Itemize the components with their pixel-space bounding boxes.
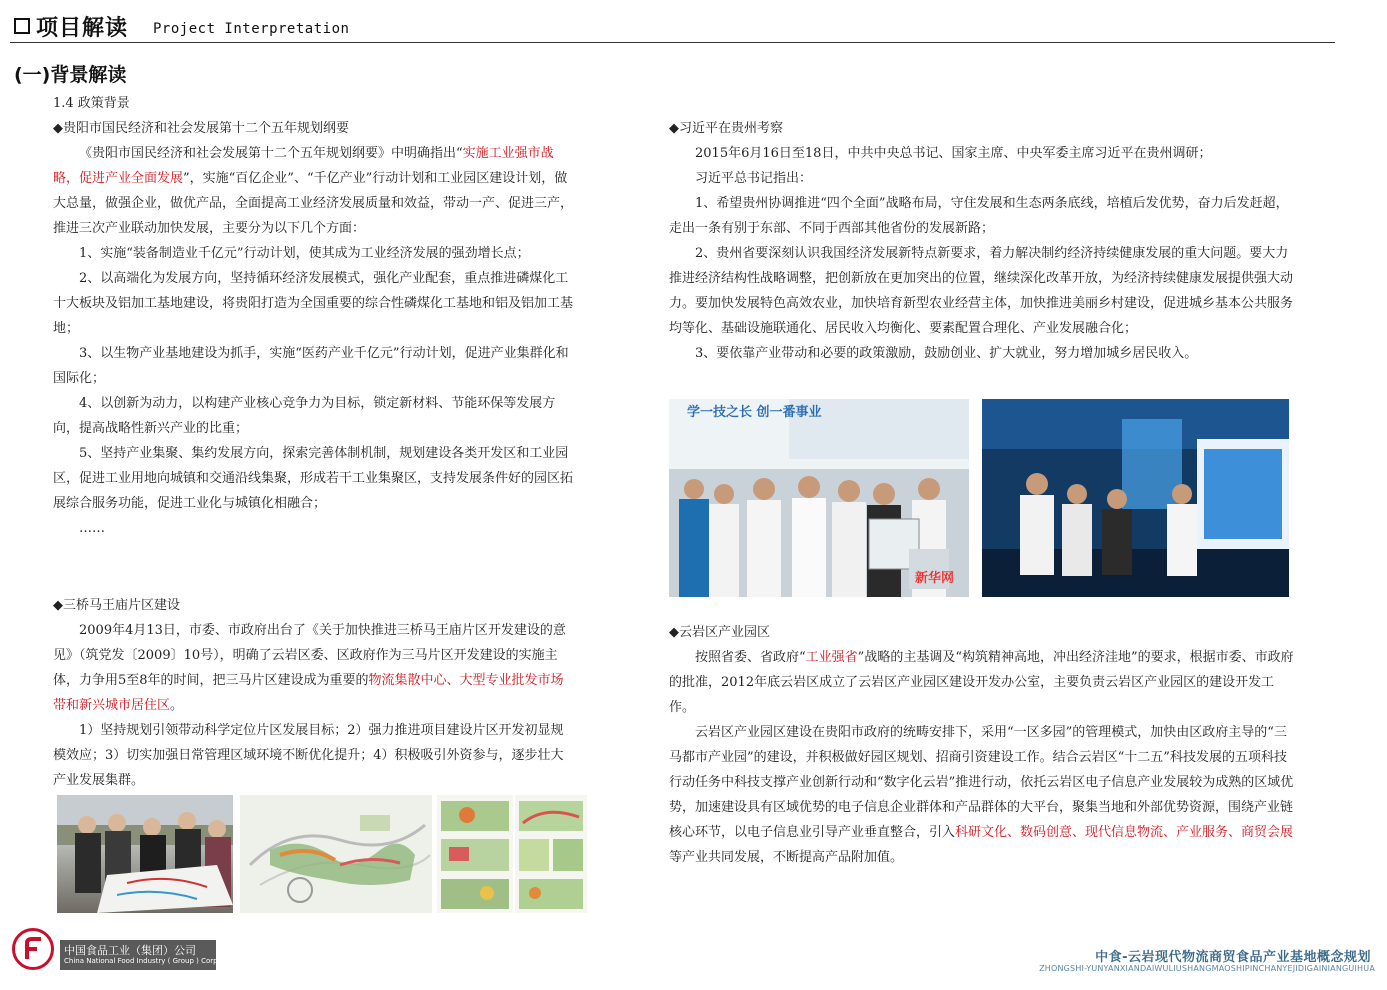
company-name-en: China National Food Industry ( Group ) Corp — [64, 957, 218, 965]
xi-point: 3、要依靠产业带动和必要的政策激励，鼓励创业、扩大就业，努力增加城乡居民收入。 — [695, 346, 1198, 361]
project-name-en: ZHONGSHI-YUNYANXIANDAIWULIUSHANGMAOSHIPINCHANYEJIDIGAINIANGUIHUA — [1039, 964, 1375, 973]
page-subtitle-en: Project Interpretation — [153, 21, 350, 37]
highlight-text: 科研文化、数码创意、现代信息物流、产业服务、商贸会展 — [955, 825, 1294, 840]
policy-subheading: 1.4 政策背景 — [53, 96, 130, 111]
yunyan-heading: ◆云岩区产业园区 — [669, 625, 770, 640]
plan-item: 5、坚持产业集聚、集约发展方向，探索完善体制机制，规划建设各类开发区和工业园区，促进工业用地向城镇和交通沿线集聚，形成若干工业集聚区，支持发展条件好的园区拓展综合服务功能，促进工业化与城镇化相融合； — [53, 446, 574, 511]
classroom-banner: 学一技之长 创一番事业 — [687, 405, 822, 420]
right-column — [669, 116, 1294, 366]
highlight-text: 物流集散中心、大型专业批发市场带和新兴城市居住区 — [53, 673, 564, 713]
company-logo-icon — [12, 928, 54, 970]
plan-detail-image — [515, 795, 587, 913]
highlight-text: 工业强省 — [805, 650, 858, 665]
exhibition-hall-photo — [982, 399, 1289, 597]
left-column — [53, 91, 573, 541]
xi-visit-heading: ◆习近平在贵州考察 — [669, 121, 783, 136]
plan-heading: ◆贵阳市国民经济和社会发展第十二个五年规划纲要 — [53, 121, 349, 136]
plan-panels-image — [437, 795, 513, 913]
sanqiao-paragraph: 2009年4月13日，市委、市政府出台了《关于加快推进三桥马王庙片区开发建设的意见》（筑党发〔2009〕10号），明确了云岩区委、区政府作为三马片区开发建设的实施主体，力争用5至8年的时间，把三马片区建设成为重要的物流集散中心、大型专业批发市场带和新兴城市居住区。 — [53, 623, 566, 713]
plan-paragraph: 《贵阳市国民经济和社会发展第十二个五年规划纲要》中明确指出“实施工业强市战略，促进产业全面发展”，实施“百亿企业”、“千亿产业”行动计划和工业园区建设计划，做大总量，做强企业，做优产品，全面提高工业经济发展质量和效益，带动一产、促进三产，推进三次产业联动加快发展，主要分为以下几个方面： — [53, 146, 574, 236]
plan-item: 1、实施“装备制造业千亿元”行动计划，使其成为工业经济发展的强劲增长点； — [79, 246, 530, 261]
page-title: 项目解读 — [36, 16, 129, 41]
highlight-text: 实施工业强市战略，促进产业全面发展 — [53, 146, 554, 186]
site-visit-photo — [57, 795, 233, 913]
plan-item: 4、以创新为动力，以构建产业核心竞争力为目标，锁定新材料、节能环保等发展方向，提高战略性新兴产业的比重； — [53, 396, 556, 436]
project-name-cn: 中食-云岩现代物流商贸食品产业基地概念规划 — [1095, 950, 1371, 965]
xi-point: 1、希望贵州协调推进“四个全面”战略布局，守住发展和生态两条底线，培植后发优势，奋力后发赶超，走出一条有别于东部、不同于西部其他省份的发展新路； — [669, 196, 1289, 236]
xi-visit-lead: 习近平总书记指出： — [695, 171, 813, 186]
company-name-cn: 中国食品工业（集团）公司 — [64, 944, 196, 957]
xi-visit-date: 2015年6月16日至18日，中共中央总书记、国家主席、中央军委主席习近平在贵州调研； — [695, 146, 1212, 161]
classroom-visit-photo — [669, 399, 969, 597]
plan-item: 2、以高端化为发展方向，坚持循环经济发展模式，强化产业配套，重点推进磷煤化工十大板块及铝加工基地建设，将贵阳打造为全国重要的综合性磷煤化工基地和铝及铝加工基地； — [53, 271, 574, 336]
yunyan-paragraph: 云岩区产业园区建设在贵阳市政府的统畴安排下，采用“一区多园”的管理模式，加快由区政府主导的“三马都市产业园”的建设，并积极做好园区规划、招商引资建设工作。结合云岩区“十二五”科技发展的五项科技行动任务中科技支撑产业创新行动和“数字化云岩”推进行动，依托云岩区电子信息产业发展较为成熟的区域优势，加速建设具有区域优势的电子信息企业群体和产品群体的大平台，聚集当地和外部优势资源，围绕产业链核心环节，以电子信息业引导产业垂直整合，引入科研文化、数码创意、现代信息物流、产业服务、商贸会展等产业共同发展，不断提高产品附加值。 — [669, 725, 1294, 865]
sanqiao-heading: ◆三桥马王庙片区建设 — [53, 598, 180, 613]
xi-point: 2、贵州省要深刻认识我国经济发展新特点新要求，着力解决制约经济持续健康发展的重大问题。要大力推进经济结构性战略调整，把创新放在更加突出的位置，继续深化改革开放，为经济持续健康发展提供强大动力。要加快发展特色高效农业，加快培育新型农业经营主体，加快推进美丽乡村建设，促进城乡基本公共服务均等化、基础设施联通化、居民收入均衡化、要素配置合理化、产业发展融合化； — [669, 246, 1294, 336]
sanqiao-goals: 1）坚持规划引领带动科学定位片区发展目标；2）强力推进项目建设片区开发初显规模效应；3）切实加强日常管理区域环境不断优化提升；4）积极吸引外资参与，逐步壮大产业发展集群。 — [53, 723, 564, 788]
ellipsis: …… — [79, 521, 105, 536]
master-plan-image — [240, 795, 432, 913]
yunyan-section — [669, 620, 1294, 870]
section-title: (一)背景解读 — [14, 64, 127, 86]
plan-item: 3、以生物产业基地建设为抓手，实施“医药产业千亿元”行动计划，促进产业集群化和国际化； — [53, 346, 569, 386]
sanqiao-section — [53, 593, 573, 793]
yunyan-paragraph: 按照省委、省政府“工业强省”战略的主基调及“构筑精神高地，冲出经济洼地”的要求，根据市委、市政府的批准，2012年底云岩区成立了云岩区产业园区建设开发办公室，主要负责云岩区产业园区的建设开发工作。 — [669, 650, 1294, 715]
xinhua-watermark: 新华网 — [915, 571, 955, 586]
title-checkbox-icon — [14, 18, 30, 34]
header-divider — [10, 42, 1335, 43]
